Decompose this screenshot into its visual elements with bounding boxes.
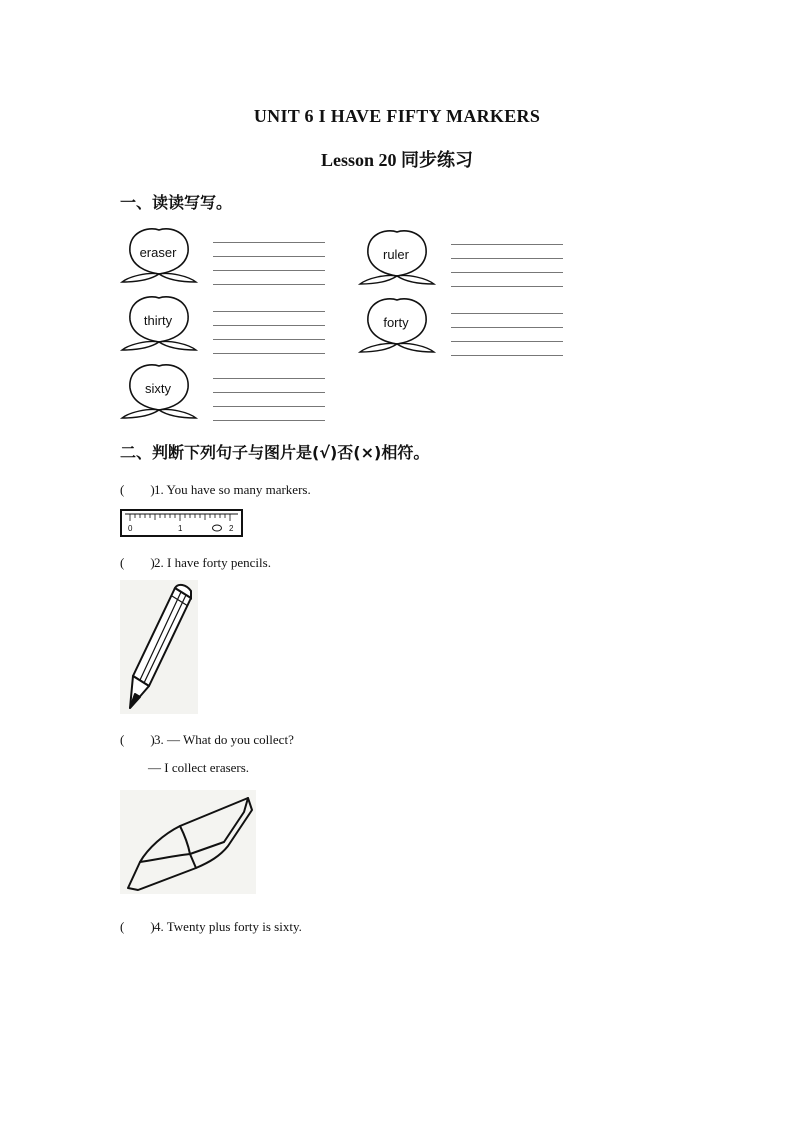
question-text: 4. Twenty plus forty is sixty. xyxy=(154,919,302,934)
question-2 xyxy=(120,552,271,571)
writing-lines xyxy=(213,378,325,434)
writing-lines xyxy=(213,311,325,367)
writing-lines xyxy=(451,244,563,300)
question-1 xyxy=(120,479,311,498)
pencil-picture xyxy=(120,580,198,714)
word-sixty: sixty xyxy=(145,381,171,396)
question-text: 3. — What do you collect? xyxy=(154,732,294,747)
word-thirty: thirty xyxy=(143,313,173,328)
ruler-label-1: 1 xyxy=(178,524,183,533)
word-eraser: eraser xyxy=(139,245,177,260)
question-text: 1. You have so many markers. xyxy=(154,482,311,497)
peach-card-eraser xyxy=(118,226,200,284)
answer-blank[interactable]: ( ) xyxy=(120,555,155,570)
answer-blank[interactable]: ( ) xyxy=(120,919,155,934)
page-title: UNIT 6 I HAVE FIFTY MARKERS xyxy=(253,106,541,126)
writing-lines xyxy=(213,242,325,298)
question-3 xyxy=(120,729,294,748)
eraser-picture xyxy=(120,790,256,894)
section-heading-1: 一、读读写写。 xyxy=(120,193,233,212)
answer-blank[interactable]: ( ) xyxy=(120,482,155,497)
word-ruler: ruler xyxy=(382,247,410,262)
answer-blank[interactable]: ( ) xyxy=(120,732,155,747)
peach-card-forty xyxy=(356,296,438,354)
ruler-label-0: 0 xyxy=(128,524,133,533)
section-heading-2: 二、判断下列句子与图片是(√)否(×)相符。 xyxy=(120,443,430,462)
peach-card-sixty xyxy=(118,362,200,420)
writing-lines xyxy=(451,313,563,369)
ruler-picture xyxy=(120,508,244,538)
question-4 xyxy=(120,916,302,935)
peach-card-thirty xyxy=(118,294,200,352)
page-subtitle: Lesson 20 同步练习 xyxy=(320,150,473,170)
ruler-label-2: 2 xyxy=(229,524,234,533)
question-3-answer: — I collect erasers. xyxy=(148,760,250,775)
peach-card-ruler xyxy=(356,228,438,286)
question-text: 2. I have forty pencils. xyxy=(154,555,271,570)
word-forty: forty xyxy=(383,315,409,330)
